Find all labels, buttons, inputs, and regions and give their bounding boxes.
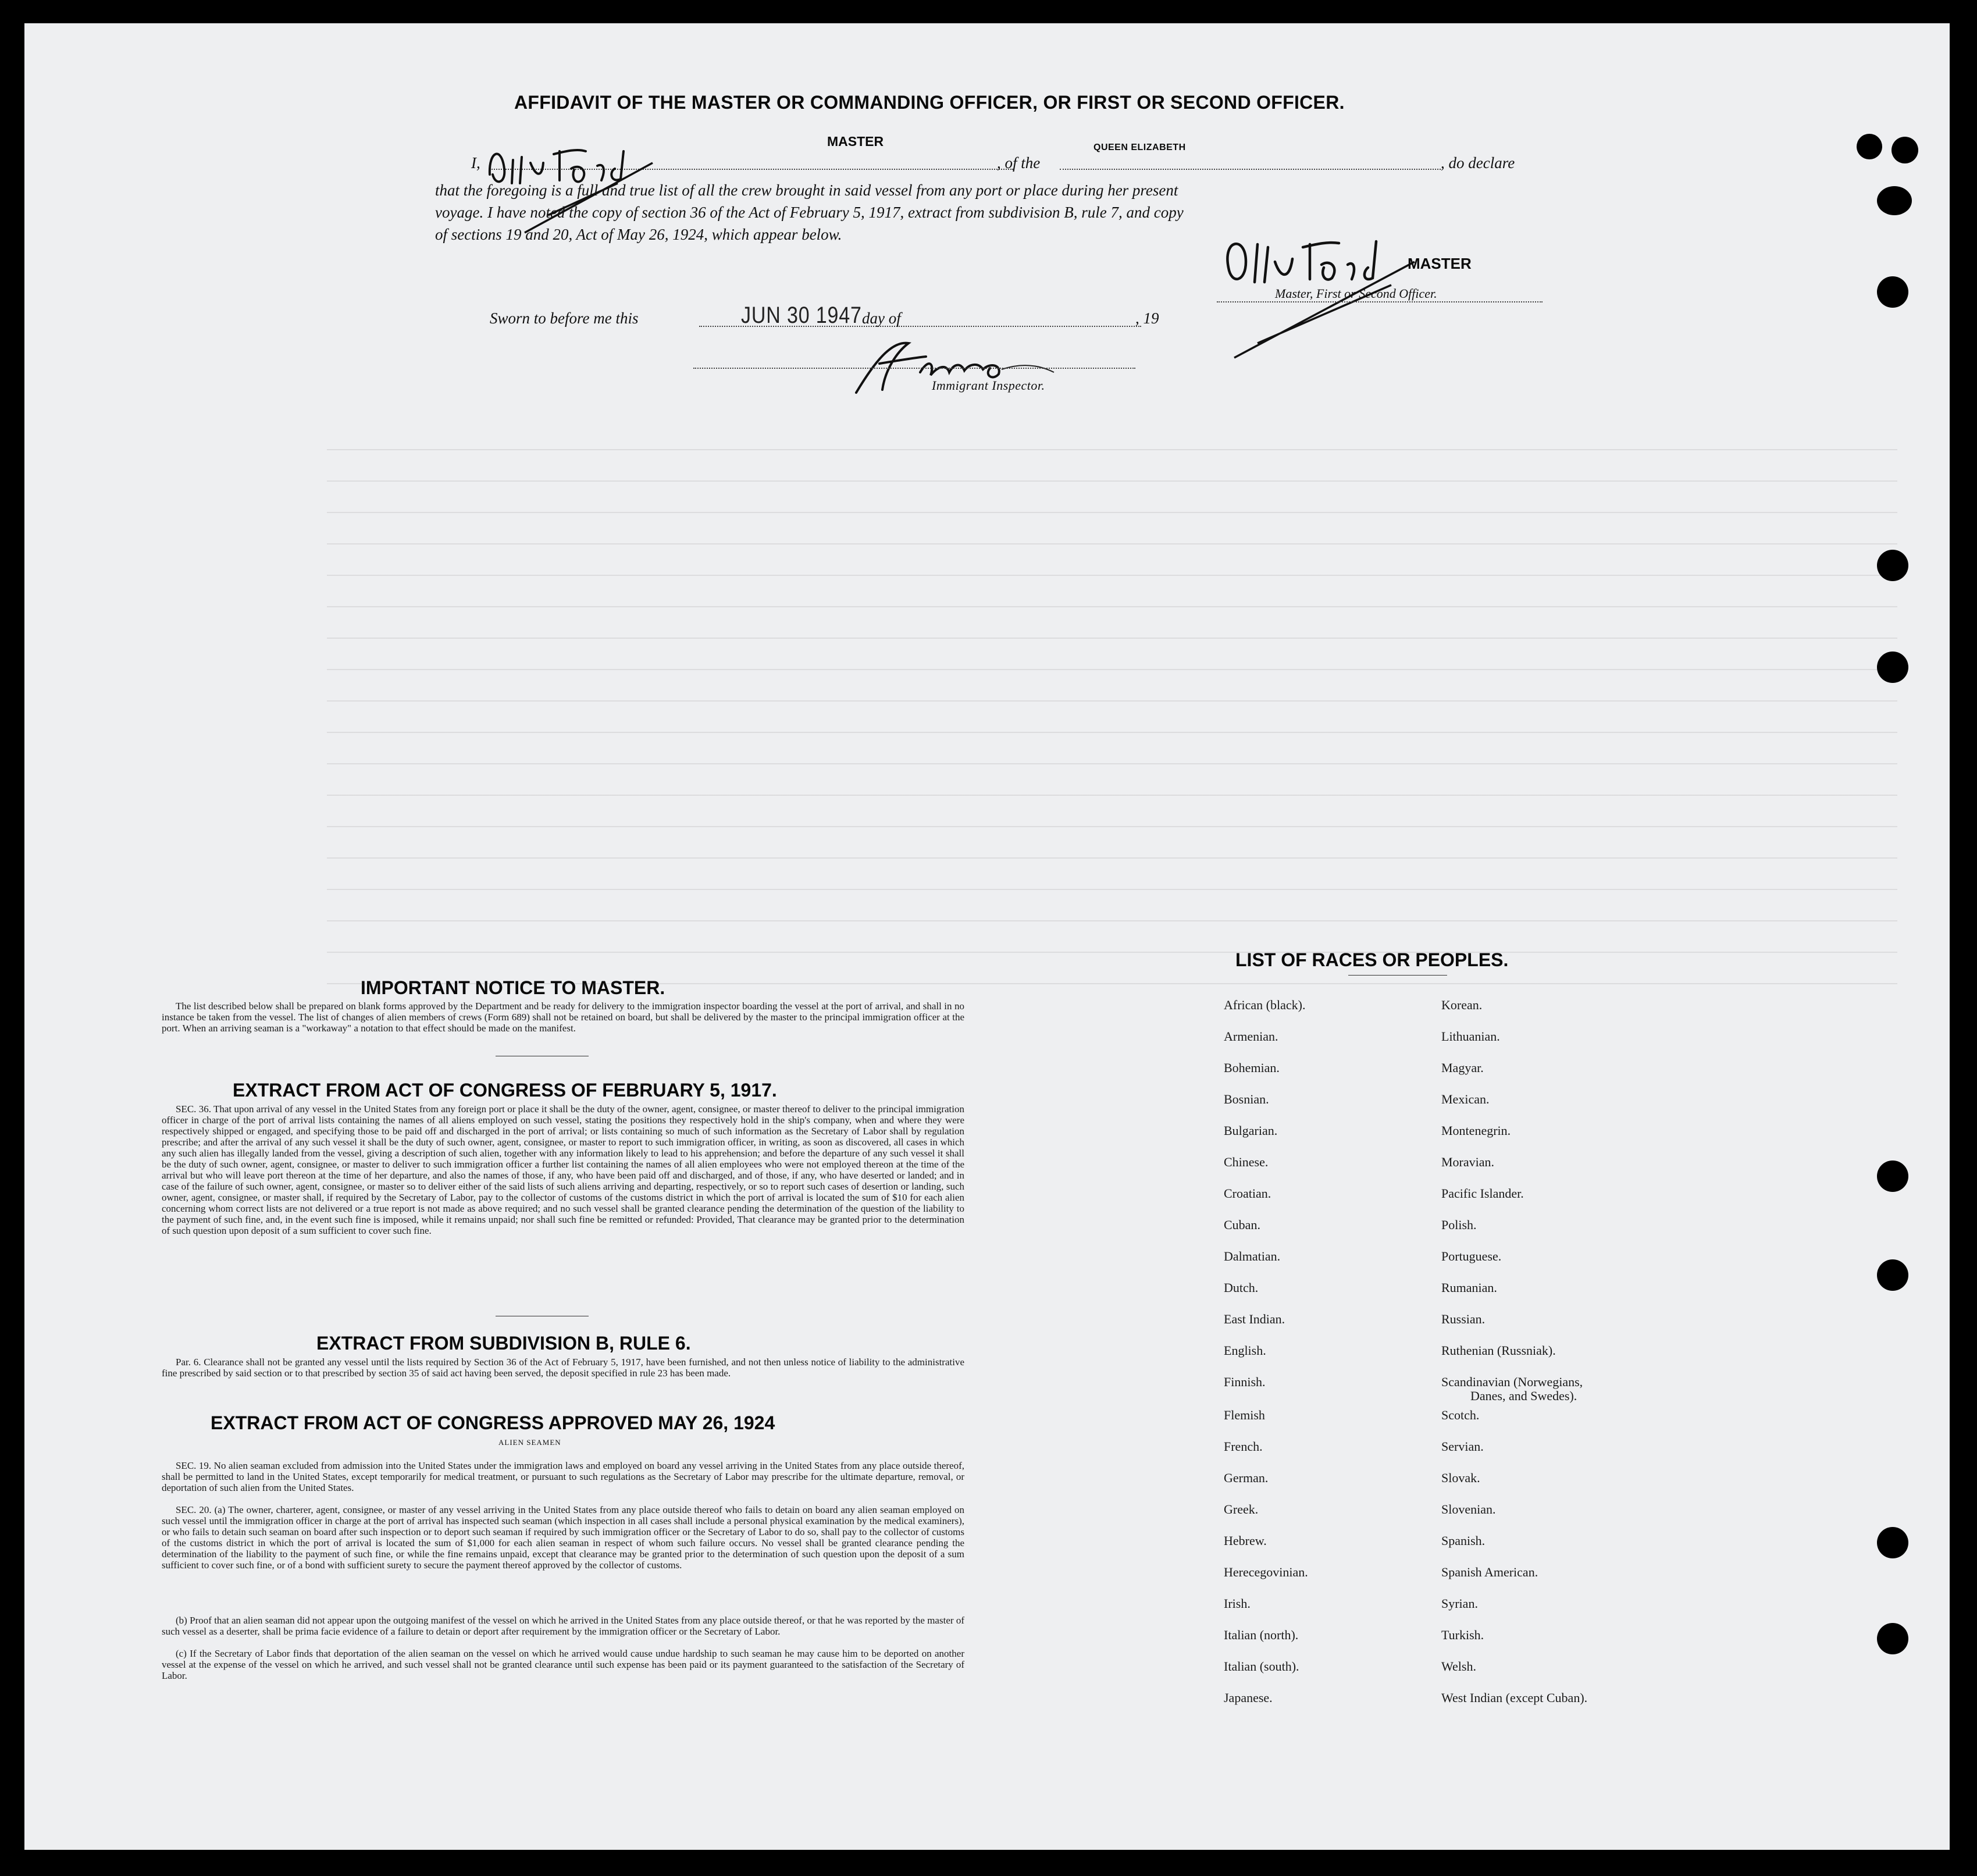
race-item: Italian (north). — [1224, 1628, 1299, 1642]
race-item: Greek. — [1224, 1502, 1259, 1517]
inspector-line — [693, 368, 1135, 369]
race-item: Servian. — [1441, 1439, 1484, 1454]
extract-1917-text: SEC. 36. That upon arrival of any vessel in the United States from any foreign port or place it shall be the duty of the owner, agent, consignee, or master thereof to deliver to the principal immigration officer in charge of the port of arrival lists containing the names of all aliens employed on such vessel, stating the positions they respectively hold in the ship's company, when and where they were respectively shipped or engaged, and specifying those to be paid off and discharged in the port of arrival; or lists containing so much of such information as the Secretary of Labor shall by regulation prescribe; and after the arrival of any such vessel it shall be the duty of such owner, agent, consignee, or master to report to such immigration officer, in writing, as soon as discovered, all cases in which any such alien has illegally landed from the vessel, giving a description of such alien, together with any information likely to lead to his apprehension; and before the departure of any such vessel it shall be the duty of such owner, agent, consignee, or master to deliver to such immigration officer a further list containing the names of all alien employees who were not employed thereon at the time of the arrival but who will leave port thereon at the time of her departure, and also the names of those, if any, who have been paid off and discharged, and of those, if any, who have deserted or landed; and in case of the failure of such owner, agent, consignee, or master so to deliver either of the said lists of such aliens arriving and departing, respectively, or so to report such cases of desertion or landing, such owner, agent, consignee, or master shall, if required by the Secretary of Labor, pay to the collector of customs of the customs district in which the port of arrival is located the sum of $10 for each alien concerning whom correct lists are not delivered or a true report is not made as above required; and no such vessel shall be granted clearance pending the determination of the question of the liability to the payment of such fine, and, in the event such fine is imposed, while it remains unpaid; nor shall such fine be remitted or refunded: Provided, That clearance may be granted prior to the determination of such question upon deposit of a sum sufficient to cover such fine. — [162, 1103, 964, 1236]
sec20c-text: (c) If the Secretary of Labor finds that deportation of the alien seaman on the vessel on which he arrived would cause undue hardship to such seaman he may cause him to be deported on another vessel at the expense of the vessel on which he arrived, and such vessel shall not be granted clearance until such expense has been paid or its payment guaranteed to the satisfaction of the Secretary of Labor. — [162, 1648, 964, 1681]
race-item: West Indian (except Cuban). — [1441, 1690, 1588, 1705]
punch-hole — [1877, 276, 1908, 308]
handwritten-signature-top — [478, 128, 664, 238]
race-item: Japanese. — [1224, 1690, 1273, 1705]
race-item: Portuguese. — [1441, 1249, 1502, 1263]
race-item: Ruthenian (Russniak). — [1441, 1343, 1556, 1358]
affidavit-title: AFFIDAVIT OF THE MASTER OR COMMANDING OFFICER, OR FIRST OR SECOND OFFICER. — [514, 92, 1345, 113]
affidavit-line4: of sections 19 and 20, Act of May 26, 1924, which appear below. — [435, 226, 842, 243]
races-title: LIST OF RACES OR PEOPLES. — [1235, 949, 1509, 970]
notice-title: IMPORTANT NOTICE TO MASTER. — [361, 977, 665, 998]
race-item: Dutch. — [1224, 1280, 1259, 1295]
race-item: Syrian. — [1441, 1596, 1478, 1611]
sworn-year: , 19 — [1135, 309, 1159, 327]
affidavit-line2: that the foregoing is a full and true list of all the crew brought in said vessel from any port or place during her present — [435, 181, 1178, 199]
signature-caption: Master, First or Second Officer. — [1275, 286, 1437, 301]
race-item: Hebrew. — [1224, 1533, 1267, 1548]
punch-hole — [1891, 137, 1918, 163]
sec20a-text: SEC. 20. (a) The owner, charterer, agent, consignee, or master of any vessel arriving in the United States from any place outside thereof who fails to detain on board any alien seaman employed on such vessel until the immigration officer in charge at the port of arrival has inspected such seaman (which inspection in all cases shall include a personal physical examination by the medical examiners), or who fails to detain such seaman on board after such inspection or to deport such seaman if required by such immigration officer or the Secretary of Labor to do so, shall pay to the collector of customs of the customs district in which the port of arrival is located the sum of $1,000 for each alien seaman in respect of whom such failure occurs. No vessel shall be granted clearance pending the determination of the liability to the payment of such fine, or while the fine remains unpaid, except that clearance may be granted prior to the determination of such question upon the deposit of a sum sufficient to cover such fine, or of a bond with sufficient surety to secure the payment thereof approved by the collector of customs. — [162, 1504, 964, 1571]
punch-hole — [1857, 134, 1882, 159]
race-item: Herecegovinian. — [1224, 1565, 1308, 1579]
punch-hole — [1877, 1623, 1908, 1654]
race-item: Rumanian. — [1441, 1280, 1497, 1295]
affidavit-line3: voyage. I have noted the copy of section 36 of the Act of February 5, 1917, extract from subdivision B, rule 7, and copy — [435, 204, 1184, 221]
punch-hole — [1877, 1259, 1908, 1291]
race-item: Chinese. — [1224, 1155, 1269, 1169]
race-item: Turkish. — [1441, 1628, 1484, 1642]
rule6-text: Par. 6. Clearance shall not be granted any vessel until the lists required by Section 36 of the Act of February 5, 1917, have been furnished, and not then unless notice of liability to the administrative fine prescribed by said section or to that prescribed by section 35 of said act having been served, the deposit specified in rule 23 has been made. — [162, 1357, 964, 1379]
affidavit-line1-i: I, — [471, 154, 480, 172]
race-item: Bohemian. — [1224, 1060, 1280, 1075]
race-item: Polish. — [1441, 1218, 1477, 1232]
punch-hole — [1877, 1161, 1908, 1192]
punch-hole — [1877, 652, 1908, 683]
signature-rank-typed: MASTER — [1408, 255, 1472, 272]
race-item: Bosnian. — [1224, 1092, 1269, 1106]
race-item: Italian (south). — [1224, 1659, 1299, 1674]
race-item: Moravian. — [1441, 1155, 1495, 1169]
race-item: Slovak. — [1441, 1471, 1480, 1485]
race-item: Russian. — [1441, 1312, 1486, 1326]
race-item: Magyar. — [1441, 1060, 1484, 1075]
race-item-continuation: Danes, and Swedes). — [1470, 1389, 1577, 1403]
race-item: English. — [1224, 1343, 1266, 1358]
inspector-caption: Immigrant Inspector. — [932, 378, 1045, 393]
vessel-name-typed: QUEEN ELIZABETH — [1093, 143, 1186, 152]
race-item: Irish. — [1224, 1596, 1251, 1611]
affidavit-declare: , do declare — [1441, 154, 1515, 172]
notice-text: The list described below shall be prepared on blank forms approved by the Department and be ready for delivery to the immigration inspector boarding the vessel at the port of arrival, and shall in no instance be taken from the vessel. The list of changes of alien members of crews (Form 689) shall not be retained on board, but shall be delivered by the master to the principal immigration officer at the port. When an arriving seaman is a "workaway" a notation to that effect should be made on the manifest. — [162, 1001, 964, 1034]
race-item: Flemish — [1224, 1408, 1265, 1422]
punch-hole — [1877, 1527, 1908, 1558]
race-item: Armenian. — [1224, 1029, 1278, 1044]
race-item: Spanish American. — [1441, 1565, 1538, 1579]
extract-1917-title: EXTRACT FROM ACT OF CONGRESS OF FEBRUARY 5, 1917. — [233, 1080, 777, 1101]
rule6-title: EXTRACT FROM SUBDIVISION B, RULE 6. — [316, 1333, 691, 1354]
race-item: Pacific Islander. — [1441, 1186, 1524, 1201]
race-item: Korean. — [1441, 998, 1483, 1012]
race-item: Croatian. — [1224, 1186, 1271, 1201]
sworn-day-of: day of — [862, 309, 901, 327]
race-item: East Indian. — [1224, 1312, 1285, 1326]
race-item: Mexican. — [1441, 1092, 1490, 1106]
race-item: Scandinavian (Norwegians, — [1441, 1375, 1583, 1389]
race-item: Lithuanian. — [1441, 1029, 1500, 1044]
affidavit-rank-typed: MASTER — [827, 134, 884, 149]
race-item: German. — [1224, 1471, 1269, 1485]
race-item: Montenegrin. — [1441, 1123, 1511, 1138]
punch-hole — [1877, 186, 1912, 215]
race-item: African (black). — [1224, 998, 1306, 1012]
bleed-through-marks — [327, 419, 1897, 1001]
date-stamp: JUN 30 1947 — [741, 302, 862, 328]
sec19-text: SEC. 19. No alien seaman excluded from admission into the United States under the immigration laws and employed on board any vessel arriving in the United States from any place outside thereof, shall be permitted to land in the United States, except temporarily for medical treatment, or pursuant to such regulations as the Secretary of Labor may prescribe for the ultimate departure, removal, or deportation of such alien from the United States. — [162, 1460, 964, 1493]
extract-1924-title: EXTRACT FROM ACT OF CONGRESS APPROVED MAY 26, 1924 — [211, 1412, 775, 1433]
punch-hole — [1877, 550, 1908, 581]
race-item: Scotch. — [1441, 1408, 1480, 1422]
affidavit-of-the: , of the — [997, 154, 1041, 172]
race-item: Spanish. — [1441, 1533, 1486, 1548]
sec20b-text: (b) Proof that an alien seaman did not appear upon the outgoing manifest of the vessel on which he arrived in the United States from any place outside thereof, or that he was reported by the master of such vessel as a deserter, shall be prima facie evidence of a failure to detain or deport after requirement by the immigration officer or the Secretary of Labor. — [162, 1615, 964, 1637]
race-item: French. — [1224, 1439, 1263, 1454]
race-item: Bulgarian. — [1224, 1123, 1278, 1138]
signature-line — [1217, 301, 1543, 302]
race-item: Welsh. — [1441, 1659, 1476, 1674]
vessel-field-line — [1060, 169, 1441, 170]
extract-1924-subtitle: ALIEN SEAMEN — [498, 1438, 561, 1447]
sworn-prefix: Sworn to before me this — [490, 309, 639, 327]
race-item: Finnish. — [1224, 1375, 1266, 1389]
document-sheet — [24, 23, 1950, 1850]
race-item: Dalmatian. — [1224, 1249, 1281, 1263]
race-item: Cuban. — [1224, 1218, 1260, 1232]
race-item: Slovenian. — [1441, 1502, 1496, 1517]
